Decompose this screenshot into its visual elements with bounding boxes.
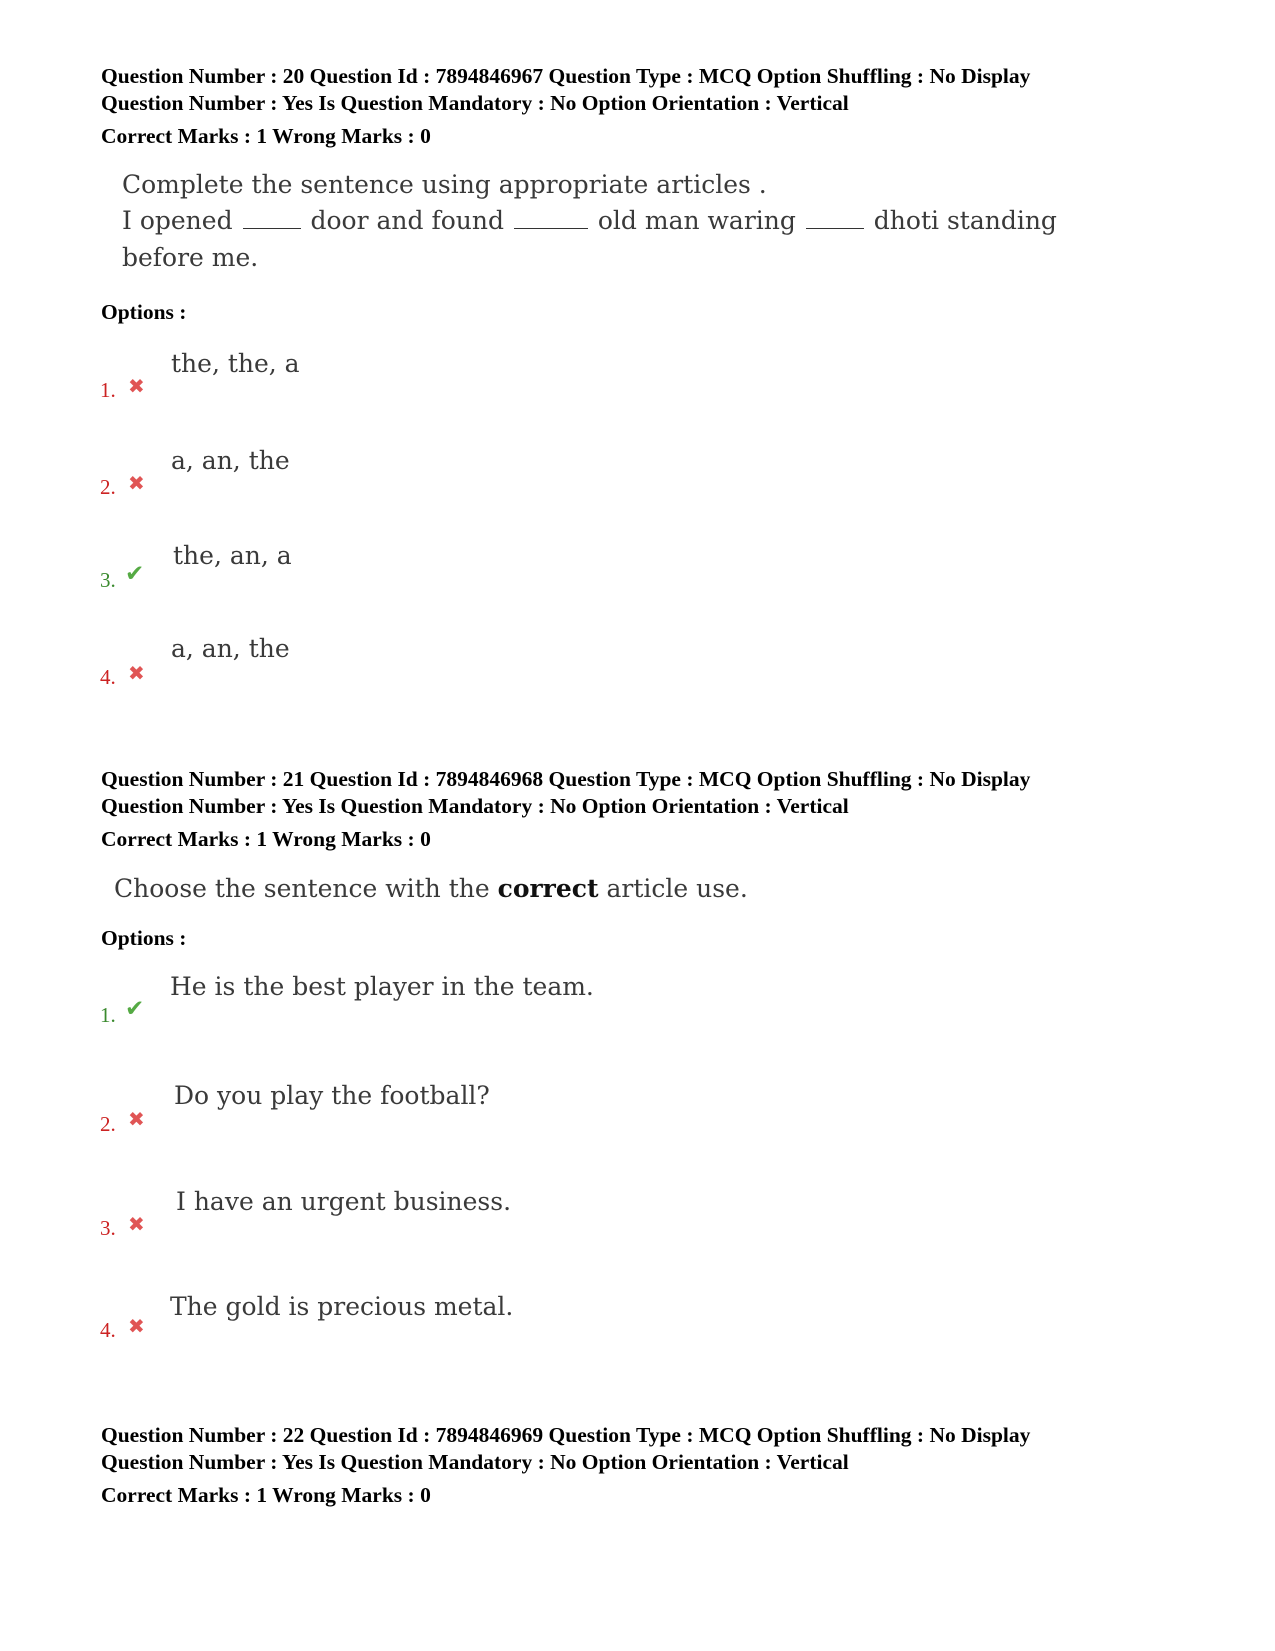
q20-prompt-line3: before me. [122,243,259,272]
q20-meta-line1: Question Number : 20 Question Id : 7894846967 Question Type : MCQ Option Shuffling : No Display [101,64,1031,88]
q21-option-1-text: He is the best player in the team. [170,972,594,1001]
q20-meta-line2: Question Number : Yes Is Question Mandatory : No Option Orientation : Vertical [101,91,849,115]
q21-option-4-number: 4. [100,1318,116,1342]
q20-option-2-text: a, an, the [171,446,290,475]
q20-prompt-line2 [122,208,1057,233]
q20-option-3-number: 3. [100,568,116,592]
q20-option-3-text: the, an, a [173,541,292,570]
cross-icon: ✖ [128,1212,145,1236]
q22-meta-line2: Question Number : Yes Is Question Mandatory : No Option Orientation : Vertical [101,1450,849,1474]
q20-options-label: Options : [101,300,187,324]
q21-option-4-text: The gold is precious metal. [170,1292,514,1321]
q20-prompt-line1: Complete the sentence using appropriate articles . [122,170,767,199]
q21-meta-line1: Question Number : 21 Question Id : 7894846968 Question Type : MCQ Option Shuffling : No Display [101,767,1031,791]
blank [806,227,864,229]
q21-prompt-part-a: Choose the sentence with the [114,874,490,903]
q21-option-2-number: 2. [100,1112,116,1136]
cross-icon: ✖ [128,661,145,685]
q20-option-2-number: 2. [100,475,116,499]
q21-prompt-part-b: article use. [606,874,748,903]
q20-option-4-text: a, an, the [171,634,290,663]
q20-option-1-text: the, the, a [171,349,300,378]
check-icon: ✔ [125,996,145,1022]
q20-option-4-number: 4. [100,665,116,689]
q21-option-3-number: 3. [100,1216,116,1240]
q20-prompt-part-a: I opened [122,206,233,235]
q20-prompt-part-b: door and found [310,206,504,235]
q20-prompt-part-d: dhoti standing [873,206,1057,235]
q20-option-1-number: 1. [100,378,116,402]
cross-icon: ✖ [128,374,145,398]
cross-icon: ✖ [128,1107,145,1131]
check-icon: ✔ [125,561,145,587]
q21-option-1-number: 1. [100,1003,116,1027]
blank [243,227,301,229]
cross-icon: ✖ [128,471,145,495]
cross-icon: ✖ [128,1314,145,1338]
q21-option-3-text: I have an urgent business. [176,1187,512,1216]
q21-marks: Correct Marks : 1 Wrong Marks : 0 [101,827,431,851]
q22-marks: Correct Marks : 1 Wrong Marks : 0 [101,1483,431,1507]
q21-option-2-text: Do you play the football? [174,1081,490,1110]
q21-options-label: Options : [101,926,187,950]
blank [514,227,588,229]
q22-meta-line1: Question Number : 22 Question Id : 7894846969 Question Type : MCQ Option Shuffling : No Display [101,1423,1031,1447]
q21-meta-line2: Question Number : Yes Is Question Mandatory : No Option Orientation : Vertical [101,794,849,818]
q20-prompt-part-c: old man waring [597,206,796,235]
q20-marks: Correct Marks : 1 Wrong Marks : 0 [101,124,431,148]
q21-prompt-bold: correct [497,874,599,903]
q21-prompt [114,876,748,901]
